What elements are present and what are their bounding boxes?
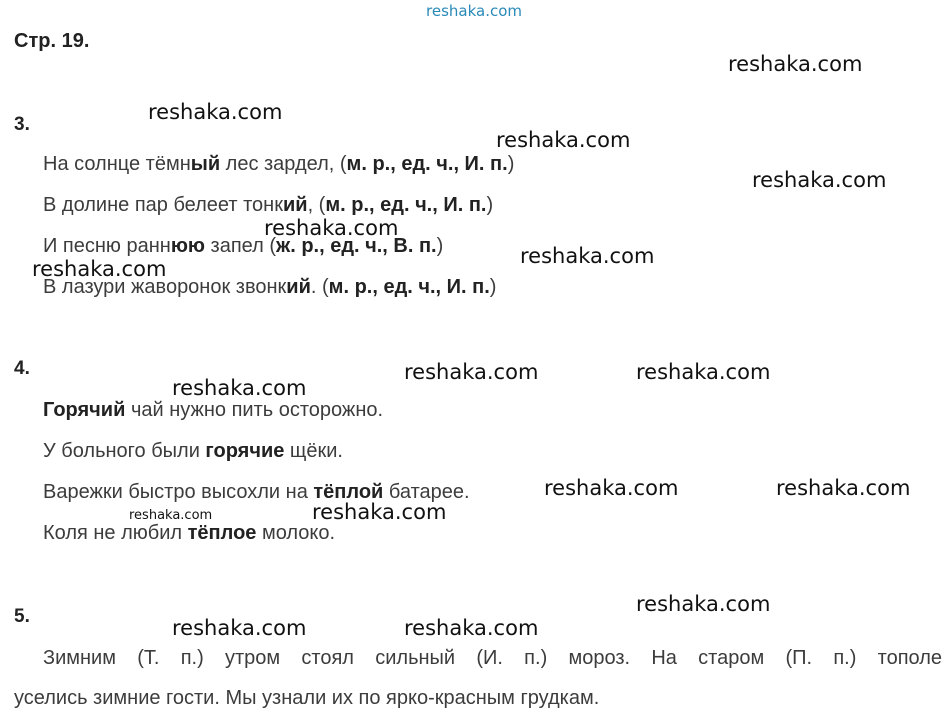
task-4-line-4: Коля не любил тёплое молоко. (43, 522, 336, 544)
site-header-watermark: reshaka.com (426, 2, 522, 20)
task-5-line-2: уселись зимние гости. Мы узнали их по ярко-красным грудкам. (14, 687, 600, 709)
task-4-line-2: У больного были горячие щёки. (43, 440, 343, 462)
watermark: reshaka.com (264, 216, 399, 240)
watermark: reshaka.com (520, 244, 655, 268)
watermark: reshaka.com (752, 168, 887, 192)
watermark: reshaka.com (129, 508, 213, 523)
page-label: Стр. 19. (14, 30, 90, 52)
task-5-number: 5. (14, 606, 30, 627)
task-3-line-4: В лазури жаворонок звонкий. (м. р., ед. ч., И. п.) (43, 276, 497, 298)
watermark: reshaka.com (636, 592, 771, 616)
task-3-line-2: В долине пар белеет тонкий, (м. р., ед. ч., И. п.) (43, 194, 494, 216)
watermark: reshaka.com (312, 500, 447, 524)
watermark: reshaka.com (544, 476, 679, 500)
watermark: reshaka.com (172, 376, 307, 400)
watermark: reshaka.com (172, 616, 307, 640)
watermark: reshaka.com (496, 128, 631, 152)
task-5-line-1: Зимним (Т. п.) утром стоял сильный (И. п.) мороз. На старом (П. п.) тополе (43, 647, 942, 669)
watermark: reshaka.com (636, 360, 771, 384)
task-4-line-1: Горячий чай нужно пить осторожно. (43, 399, 384, 421)
watermark: reshaka.com (728, 52, 863, 76)
watermark: reshaka.com (148, 100, 283, 124)
task-3-line-1: На солнце тёмный лес зардел, (м. р., ед. ч., И. п.) (43, 153, 515, 175)
watermark: reshaka.com (32, 257, 167, 281)
watermark: reshaka.com (776, 476, 911, 500)
task-3-number: 3. (14, 114, 30, 135)
task-4-number: 4. (14, 358, 30, 379)
watermark: reshaka.com (404, 616, 539, 640)
watermark: reshaka.com (404, 360, 539, 384)
task-4-line-3: Варежки быстро высохли на тёплой батарее. (43, 481, 470, 503)
task-3-line-3: И песню раннюю запел (ж. р., ед. ч., В. п.) (43, 235, 444, 257)
